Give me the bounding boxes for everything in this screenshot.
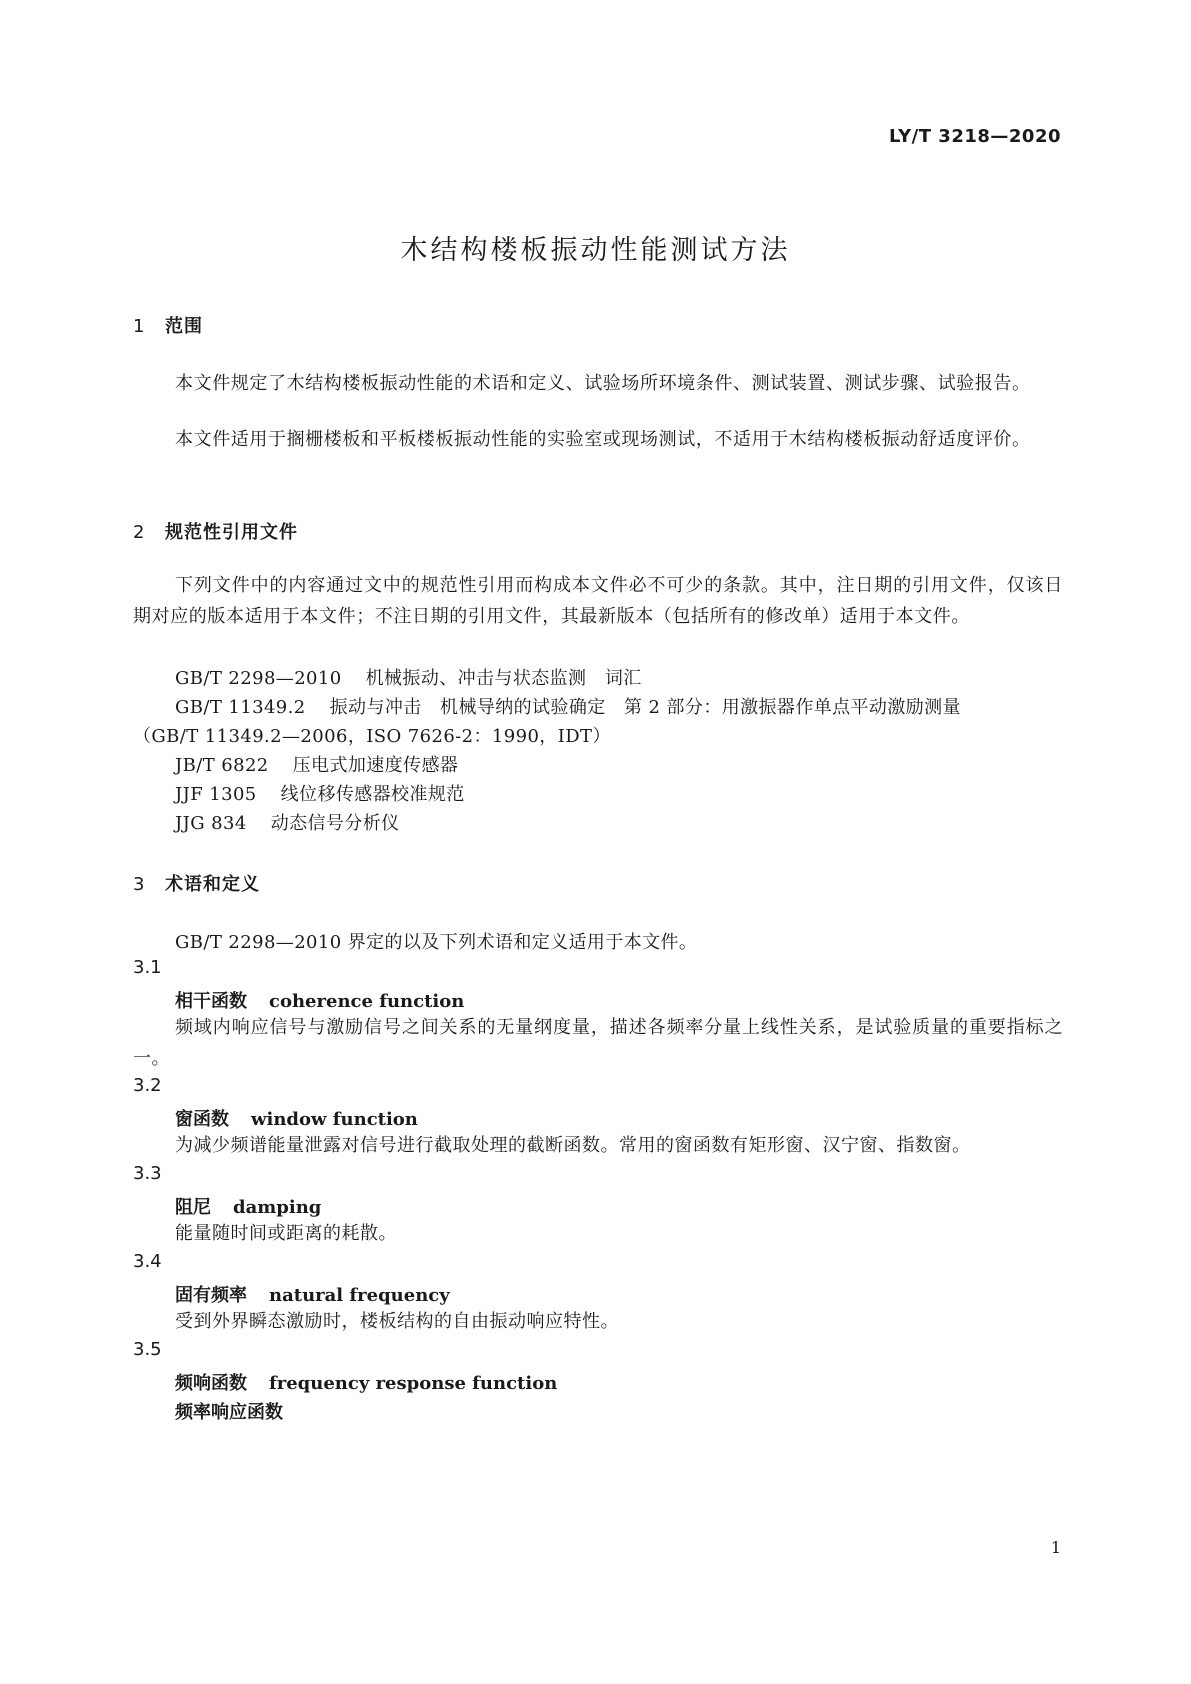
section-number: 1 xyxy=(133,316,145,337)
term-heading xyxy=(175,1369,557,1395)
reference-code: GB/T 2298—2010 xyxy=(175,668,342,689)
term-number: 3.1 xyxy=(133,957,162,978)
reference-title: 线位移传感器校准规范 xyxy=(280,784,465,805)
section-number: 3 xyxy=(133,874,145,895)
term-number: 3.3 xyxy=(133,1163,162,1184)
term-chinese: 窗函数 xyxy=(175,1109,229,1130)
term-heading xyxy=(175,987,464,1013)
document-title: 木结构楼板振动性能测试方法 xyxy=(400,235,791,266)
term-definition: 受到外界瞬态激励时，楼板结构的自由振动响应特性。 xyxy=(175,1311,619,1332)
scope-paragraph-1: 本文件规定了木结构楼板振动性能的术语和定义、试验场所环境条件、测试装置、测试步骤、试验报告。 xyxy=(175,373,1031,394)
section-number: 2 xyxy=(133,522,145,543)
term-number: 3.5 xyxy=(133,1339,162,1360)
reference-code: JB/T 6822 xyxy=(175,755,269,776)
reference-item xyxy=(175,751,458,777)
term-chinese: 固有频率 xyxy=(175,1285,247,1306)
reference-code: GB/T 11349.2 xyxy=(175,697,306,718)
reference-item xyxy=(175,693,961,719)
term-heading xyxy=(175,1105,418,1131)
reference-title: 振动与冲击 机械导纳的试验确定 第 2 部分：用激振器作单点平动激励测量 xyxy=(329,697,961,718)
reference-title: 动态信号分析仪 xyxy=(270,813,400,834)
term-chinese: 阻尼 xyxy=(175,1197,211,1218)
term-heading xyxy=(175,1193,321,1219)
section-1-heading xyxy=(133,312,203,338)
page-number: 1 xyxy=(1050,1538,1061,1557)
term-definition: 能量随时间或距离的耗散。 xyxy=(175,1223,397,1244)
section-3-heading xyxy=(133,870,260,896)
term-alternate: 频率响应函数 xyxy=(175,1402,283,1423)
terms-intro: GB/T 2298—2010 界定的以及下列术语和定义适用于本文件。 xyxy=(175,932,698,953)
reference-title: 机械振动、冲击与状态监测 词汇 xyxy=(365,668,642,689)
term-english: natural frequency xyxy=(269,1285,450,1306)
term-english: coherence function xyxy=(269,991,465,1012)
term-english: window function xyxy=(251,1109,418,1130)
reference-title: 压电式加速度传感器 xyxy=(292,755,459,776)
reference-item xyxy=(175,809,400,835)
reference-code: JJF 1305 xyxy=(175,784,257,805)
term-definition: 为减少频谱能量泄露对信号进行截取处理的截断函数。常用的窗函数有矩形窗、汉宁窗、指数窗。 xyxy=(175,1135,971,1156)
references-paragraph: 下列文件中的内容通过文中的规范性引用而构成本文件必不可少的条款。其中，注日期的引用文件，仅该日期对应的版本适用于本文件；不注日期的引用文件，其最新版本（包括所有的修改单）适用于本文件。 xyxy=(133,575,1063,627)
term-definition: 频域内响应信号与激励信号之间关系的无量纲度量，描述各频率分量上线性关系，是试验质量的重要指标之一。 xyxy=(133,1017,1063,1069)
term-heading xyxy=(175,1281,450,1307)
reference-item xyxy=(175,780,465,806)
term-english: frequency response function xyxy=(269,1373,558,1394)
section-2-heading xyxy=(133,518,298,544)
term-english: damping xyxy=(233,1197,322,1218)
section-title: 范围 xyxy=(165,316,203,337)
standard-code: LY/T 3218—2020 xyxy=(888,126,1061,147)
term-chinese: 相干函数 xyxy=(175,991,247,1012)
reference-continuation: （GB/T 11349.2—2006，ISO 7626-2：1990，IDT） xyxy=(133,726,611,747)
reference-item xyxy=(175,664,642,690)
term-chinese: 频响函数 xyxy=(175,1373,247,1394)
section-title: 规范性引用文件 xyxy=(165,522,298,543)
scope-paragraph-2: 本文件适用于搁栅楼板和平板楼板振动性能的实验室或现场测试，不适用于木结构楼板振动舒适度评价。 xyxy=(175,429,1031,450)
section-title: 术语和定义 xyxy=(165,874,260,895)
term-number: 3.4 xyxy=(133,1251,162,1272)
reference-code: JJG 834 xyxy=(175,813,247,834)
term-number: 3.2 xyxy=(133,1075,162,1096)
